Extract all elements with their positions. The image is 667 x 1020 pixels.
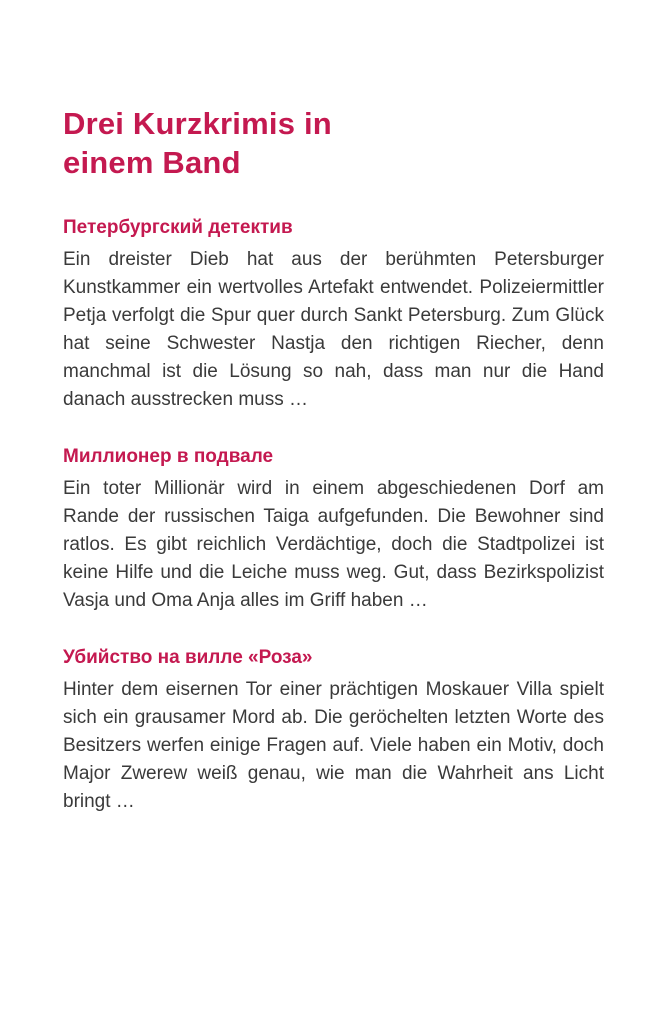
section-body: Hinter dem eisernen Tor einer prächtigen Moskauer Villa spielt sich ein grausamer Mord ab. Die geröchelten letzten Worte des Besitzers werfen einige Fragen auf. Viele haben ein Motiv, doch Major Zwerew weiß genau, wie man die Wahrheit ans Licht bringt … xyxy=(63,679,604,812)
section-heading: Убийство на вилле «Роза» xyxy=(63,647,313,668)
page-title xyxy=(63,104,604,182)
page-title-line-2: einem Band xyxy=(63,145,241,180)
section-body: Ein toter Millionär wird in einem abgeschiedenen Dorf am Rande der russischen Taiga aufgefunden. Die Bewohner sind ratlos. Es gibt reichlich Verdächtige, doch die Stadtpolizei ist keine Hilfe und die Leiche muss weg. Gut, dass Bezirkspolizist Vasja und Oma Anja alles im Griff haben … xyxy=(63,478,604,611)
story-section-3 xyxy=(63,646,604,816)
section-heading: Петербургский детектив xyxy=(63,217,293,238)
section-body: Ein dreister Dieb hat aus der berühmten Petersburger Kunstkammer ein wertvolles Artefakt entwendet. Polizeiermittler Petja verfolgt die Spur quer durch Sankt Petersburg. Zum Glück hat seine Schwester Nastja den richtigen Riecher, denn manchmal ist die Lösung so nah, dass man nur die Hand danach ausstrecken muss … xyxy=(63,249,604,410)
story-section-2 xyxy=(63,445,604,615)
section-heading: Миллионер в подвале xyxy=(63,446,274,467)
page-title-line-1: Drei Kurzkrimis in xyxy=(63,106,332,141)
story-section-1 xyxy=(63,216,604,414)
